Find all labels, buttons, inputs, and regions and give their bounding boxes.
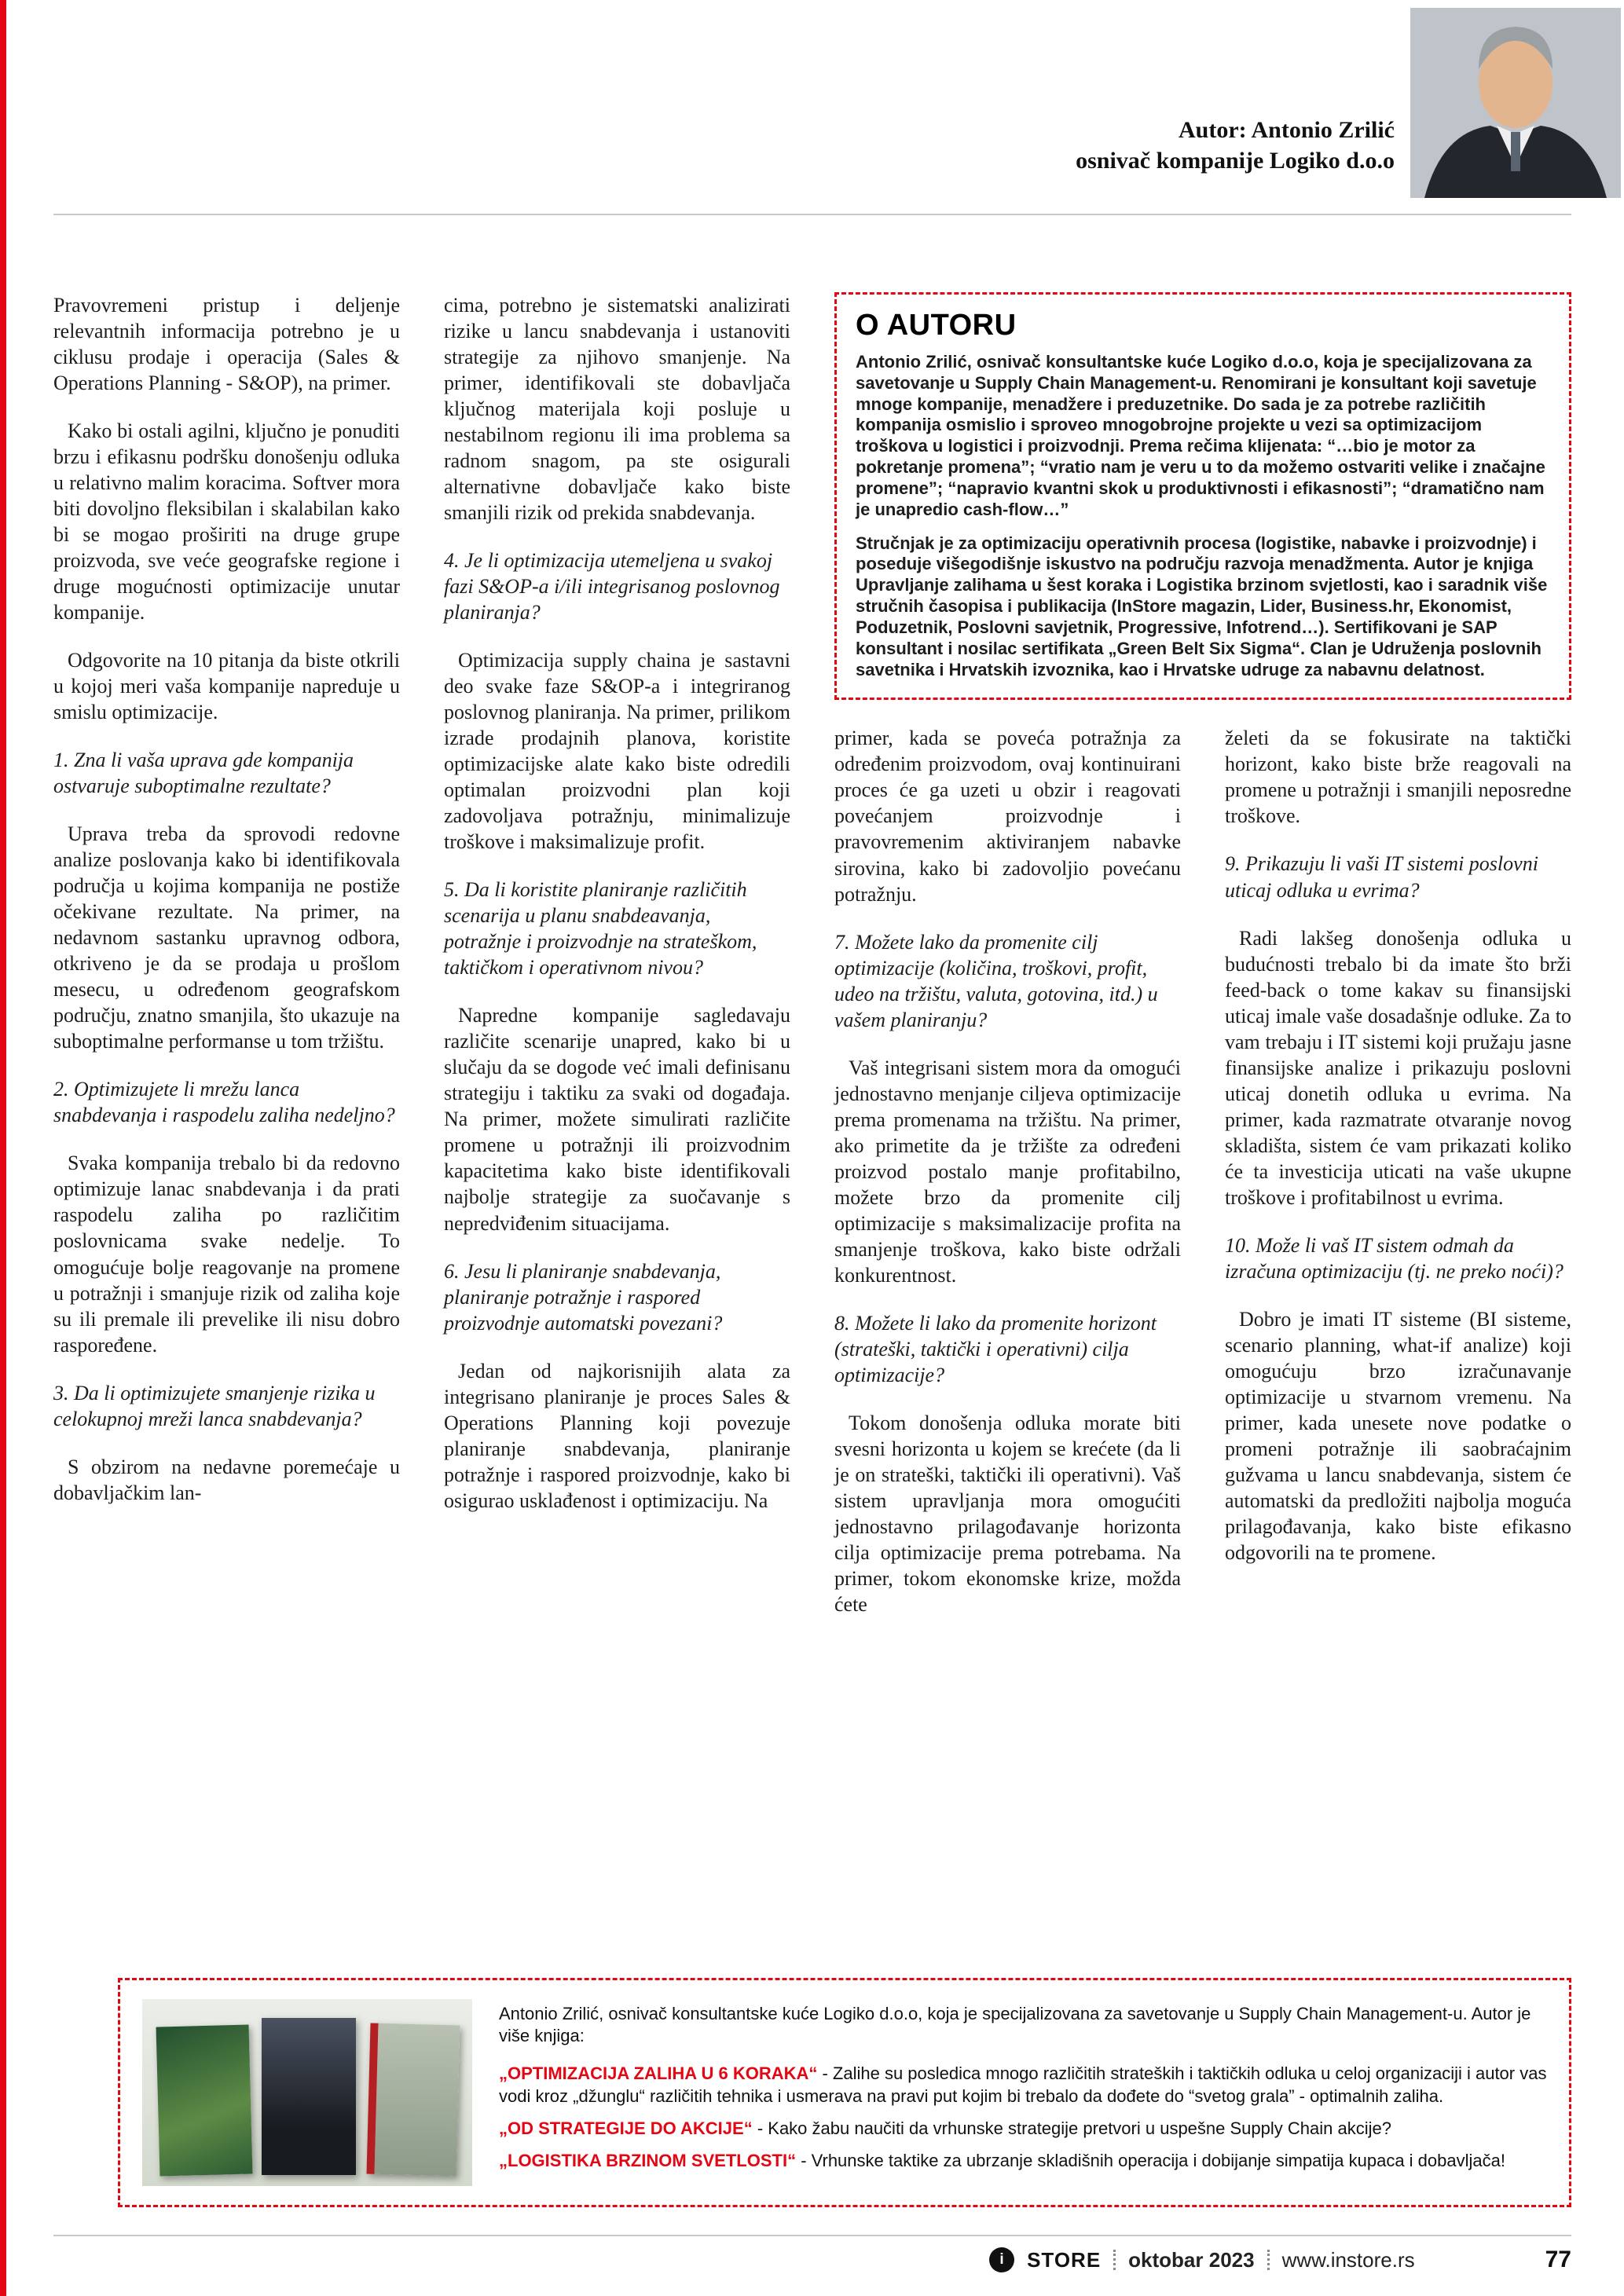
author-credit (1076, 115, 1395, 176)
book-cover-2 (262, 2018, 356, 2175)
book-title: „LOGISTIKA BRZINOM SVETLOSTI“ (499, 2150, 797, 2170)
question-heading: 9. Prikazuju li vaši IT sistemi poslovni uticaj odluka u evrima? (1225, 852, 1538, 902)
paragraph: želeti da se fokusirate na taktički horizont, kako biste brže reagovali na promene u potražnji i smanjili neposredne troškove. (1225, 727, 1571, 828)
book-description: - Vrhunske taktike za ubrzanje skladišnih operacija i dobijanje simpatija kupaca i dobavljača! (796, 2150, 1505, 2170)
paragraph: S obzirom na nedavne poremećaje u dobavljačkim lan- (53, 1455, 400, 1504)
author-name: Autor: Antonio Zrilić (1179, 117, 1395, 143)
paragraph: Antonio Zrilić, osnivač konsultantske kuće Logiko d.o.o, koja je specijalizovana za savetovanje u Supply Chain Management-u. Renomirani je konsultant koji savetuje mnoge kompanije, menadžere i preduzetnike. Do sada je za potrebe različitih kompanija osmislio i sproveo mnogobrojne projekte u vezi sa optimizacijom troškova u logistici i proizvodnji. Prema rečima klijenata: “…bio je motor za pokretanje promena”; “vratio nam je veru u to da možemo ostvariti velike i značajne promene”; “napravio kvantni skok u produktivnosti i efikasnosti”; “dramatično nam je unapredio cash-flow…” (856, 352, 1545, 519)
footer-divider (53, 2235, 1571, 2236)
magazine-brand: STORE (1027, 2247, 1102, 2272)
paragraph: Kako bi ostali agilni, ključno je ponuditi brzu i efikasnu podršku donošenju odluka u relativno malim koracima. Softver mora biti dovoljno fleksibilan i skalabilan kako bi se mogao proširiti na druge grupe proizvoda, sve veće geografske regione i druge mogućnosti optimizacije unutar kompanije. (53, 419, 400, 624)
paragraph: Napredne kompanije sagledavaju različite scenarije unapred, kako bi u slučaju da se dogode već imali definisanu strategiju i taktiku za svaki od događaja. Na primer, možete simulirati različite promene u potražnji ili proizvodnim kapacitetima kako biste identifikovali najbolje strategije za suočavanje s nepredviđenim situacijama. (444, 1004, 790, 1235)
instore-logo-icon: i (989, 2247, 1014, 2272)
paragraph: Radi lakšeg donošenja odluka u budućnosti trebalo bi da imate što brži feed-back o tome kakav su finansijski uticaj imale vaše dosadašnje odluke. Za to vam trebaju i IT sistemi koji pružaju jasne finansijske analize i prikazuju poslovni uticaj donetih odluka u evrima. Na primer, kada razmatrate otvaranje novog skladišta, sistem će vam prikazati koliko će ta investicija uticati na vaše ukupne troškove i profitabilnost u evrima. (1225, 926, 1571, 1209)
header-divider (53, 214, 1571, 215)
book-cover-3 (367, 2023, 460, 2177)
paragraph: Svaka kompanija trebalo bi da redovno optimizuje lanac snabdevanja i da prati raspodelu zaliha po različitim poslovnicama svake nedelje. To omogućuje bolje reagovanje na promene u potražnji i smanjuje rizik od zaliha koje su ili premale ili prevelike ili nisu dobro raspoređene. (53, 1152, 400, 1357)
book-cover-1 (156, 2024, 253, 2176)
lower-columns (834, 725, 1571, 1639)
paragraph: Stručnjak je za optimizaciju operativnih procesa (logistike, nabavke i proizvodnje) i poseduje višegodišnje iskustvo na području razvoja menadžmenta. Autor je knjiga Upravljanje zalihama u šest koraka i Logistika brzinom svjetlosti, kao i saradnik više stručnih časopisa i publikacija (InStore magazin, Lider, Business.hr, Ekonomist, Poduzetnik, Poslovni savjetnik, Progressive, Infotrend…). Sertifikovani je SAP konsultant i nosilac sertifikata „Green Belt Six Sigma“. Clan je Udruženja poslovnih savetnika i Hrvatskih izvoznika, kao i Hrvatske udruge za nabavnu delatnost. (856, 533, 1548, 679)
question-heading: 2. Optimizujete li mrežu lanca snabdevanja i raspodelu zaliha nedeljno? (53, 1078, 395, 1127)
author-portrait-graphic (1410, 8, 1621, 198)
question-heading: 3. Da li optimizujete smanjenje rizika u celokupnoj mreži lanca snabdevanja? (53, 1381, 376, 1430)
question-heading: 7. Možete lako da promenite cilj optimizacije (količina, troškovi, profit, udeo na tržištu, valuta, gotovina, itd.) u vašem planiranju? (834, 930, 1158, 1031)
books-promo-box (118, 1978, 1571, 2207)
book-description: - Kako žabu naučiti da vrhunske strategije pretvori u uspešne Supply Chain akcije? (752, 2118, 1391, 2138)
issue-date: oktobar 2023 (1128, 2247, 1255, 2272)
book-title: „OD STRATEGIJE DO AKCIJE“ (499, 2118, 753, 2138)
book-entry (499, 2063, 1547, 2107)
book-entry (499, 2150, 1547, 2172)
footer-separator (1113, 2250, 1116, 2270)
question-heading: 8. Možete li lako da promenite horizont (strateški, taktički i operativni) cilja optimizacije? (834, 1311, 1157, 1386)
question-heading: 1. Zna li vaša uprava gde kompanija ostvaruje suboptimalne rezultate? (53, 749, 354, 798)
page-footer (53, 2247, 1571, 2273)
paragraph: primer, kada se poveća potražnja za određenim proizvodom, ovaj kontinuirani proces će ga uzeti u obzir i reagovati povećanjem proizvodnje i pravovremenim aktiviranjem nabavke sirovina, kako bi zadovoljio povećanu potražnju. (834, 727, 1181, 906)
book-entry (499, 2118, 1547, 2140)
text-column-2 (444, 292, 790, 1975)
author-role: osnivač kompanije Logiko d.o.o (1076, 148, 1395, 174)
book-title: „OPTIMIZACIJA ZALIHA U 6 KORAKA“ (499, 2063, 818, 2084)
text-column-1 (53, 292, 400, 1975)
books-photo (142, 1999, 472, 2186)
books-intro: Antonio Zrilić, osnivač konsultantske kuće Logiko d.o.o, koja je specijalizovana za savetovanje u Supply Chain Management-u. Autor je više knjiga: (499, 2004, 1531, 2046)
books-text (499, 2003, 1547, 2182)
paragraph: Vaš integrisani sistem mora da omogući jednostavno menjanje ciljeva optimizacije prema promenama na tržištu. Na primer, ako primetite da je tržište za određeni proizvod postalo manje profitabilno, možete brzo da promenite cilj optimizacije s maksimalizacije profita na smanjenje troškova, kako biste održali konkurentnost. (834, 1056, 1181, 1287)
website-url: www.instore.rs (1281, 2247, 1415, 2272)
footer-separator (1267, 2250, 1270, 2270)
paragraph: Optimizacija supply chaina je sastavni deo svake faze S&OP-a i integriranog poslovnog planiranja. Na primer, prilikom izrade prodajnih planova, koristite optimizacijske alate kako biste odredili optimalan proizvodni plan koji zadovoljava potražnju, minimalizuje troškove i maksimalizuje profit. (444, 649, 790, 854)
about-author-box (834, 292, 1571, 700)
question-heading: 10. Može li vaš IT sistem odmah da izračuna optimizaciju (tj. ne preko noći)? (1225, 1233, 1564, 1283)
author-photo (1410, 8, 1621, 198)
text-column-3 (834, 725, 1181, 1639)
text-column-4 (1225, 725, 1571, 1639)
page-edge-accent (0, 0, 6, 2296)
paragraph: Odgovorite na 10 pitanja da biste otkrili u kojoj meri vaša kompanije napreduje u smislu optimizacije. (53, 649, 400, 724)
paragraph: Dobro je imati IT sisteme (BI sisteme, scenario planning, what-if analize) koji omogućuju brzo izračunavanje optimizacije u stvarnom vremenu. Na primer, kada unesete nove podatke o promeni potražnje ili saobraćajnim gužvama u lancu snabdevanja, sistem će automatski da predložiti najbolja moguća prilagođavanja, kako biste efikasno odgovorili na te promene. (1225, 1307, 1571, 1564)
article-body (53, 292, 1571, 1975)
question-heading: 6. Jesu li planiranje snabdevanja, planiranje potražnje i raspored proizvodnje automatski povezani? (444, 1259, 723, 1335)
about-box-body (856, 352, 1550, 680)
paragraph: Pravovremeni pristup i deljenje relevantnih informacija potrebno je u ciklusu prodaje i operacija (Sales & Operations Planning - S&OP), na primer. (53, 294, 400, 395)
question-heading: 4. Je li optimizacija utemeljena u svakoj fazi S&OP-a i/ili integrisanog poslovnog planiranja? (444, 549, 780, 624)
page-number: 77 (1545, 2247, 1571, 2272)
paragraph: cima, potrebno je sistematski analizirati rizike u lancu snabdevanja i ustanoviti strategije za njihovo smanjenje. Na primer, identifikovali ste dobavljača ključnog materijala koji posluje u nestabilnom regionu ili ima problema sa radnom snagom, pa ste osigurali alternativne dobavljače kako biste smanjili rizik od prekida snabdevanja. (444, 294, 790, 525)
right-column-area (834, 292, 1571, 1975)
question-heading: 5. Da li koristite planiranje različitih scenarija u planu snabdeavanja, potražnje i proizvodnje na strateškom, taktičkom i operativnom nivou? (444, 878, 757, 980)
paragraph: Uprava treba da sprovodi redovne analize poslovanja kako bi identifikovala područja u kojima kompanija ne postiže očekivane rezultate. Na primer, na nedavnom sastanku upravnog odbora, otkriveno je da se prodaja u prošlom mesecu, u određenom geografskom području, znatno smanjila, što ukazuje na suboptimalne performanse u tom tržištu. (53, 822, 400, 1053)
paragraph: Tokom donošenja odluka morate biti svesni horizonta u kojem se krećete (da li je on strateški, taktički ili operativni). Vaš sistem upravljanja mora omogućiti jednostavno prilagođavanje horizonta cilja optimizacije prema potrebama. Na primer, tokom ekonomske krize, možda ćete (834, 1411, 1181, 1616)
about-box-title: O AUTORU (856, 309, 1017, 342)
books-list (499, 2063, 1547, 2172)
paragraph: Jedan od najkorisnijih alata za integrisano planiranje je proces Sales & Operations Planning koji povezuje planiranje snabdevanja, planiranje potražnje i raspored proizvodnje, kako bi osigurao usklađenost i optimizaciju. Na (444, 1359, 790, 1512)
book-description: - Zalihe su posledica mnogo različitih strateških i taktičkih odluka u celoj organizaciji i autor vas vodi kroz „džunglu“ različitih tehnika i usmerava na pravi put kojim bi trebalo da dođete do “svetog grala” - optimalnih zaliha. (499, 2063, 1547, 2106)
